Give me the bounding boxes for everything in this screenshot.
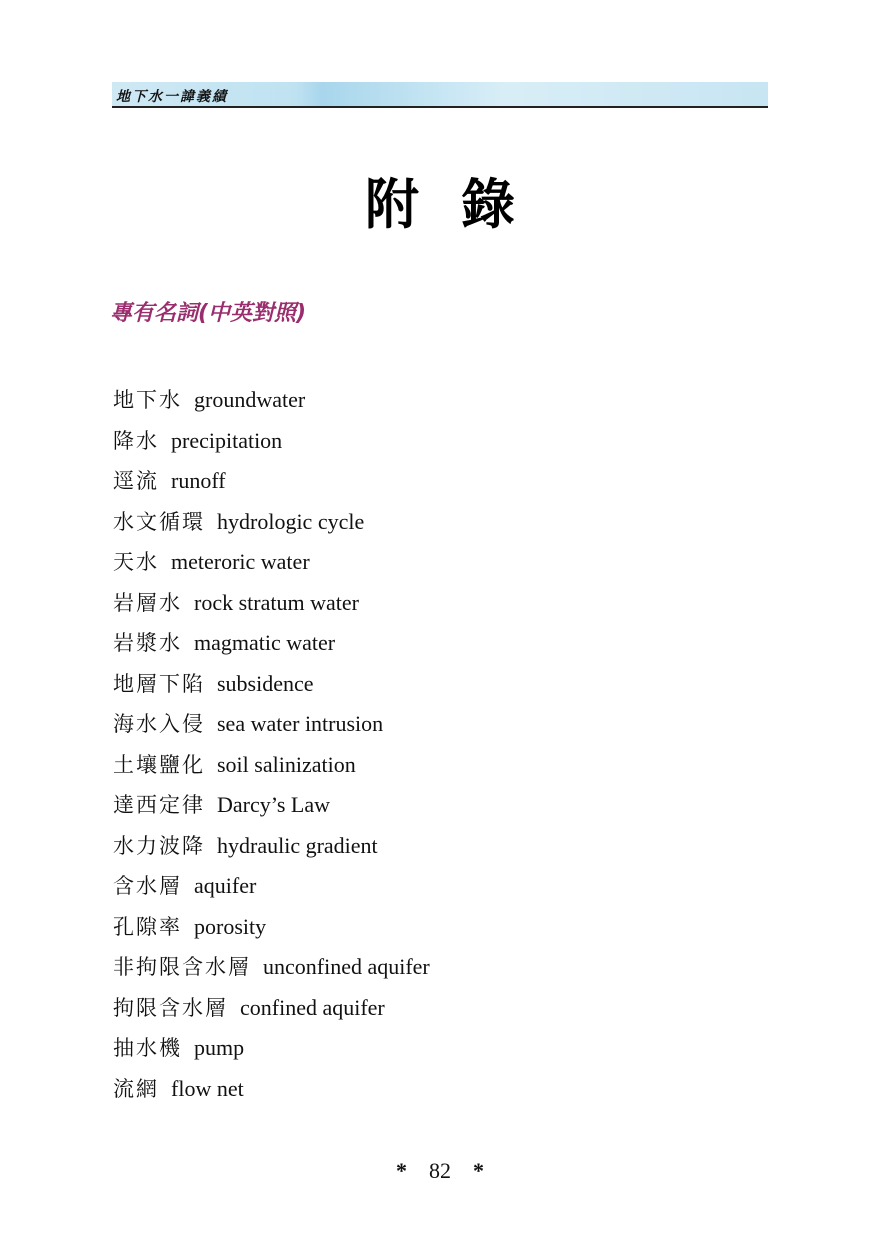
glossary-row <box>113 383 430 424</box>
term-chinese: 流網 <box>113 1076 159 1101</box>
term-chinese: 抽水機 <box>113 1036 182 1060</box>
term-english: aquifer <box>194 873 257 898</box>
footer-star-right: * <box>473 1158 484 1183</box>
term-english: unconfined aquifer <box>263 954 430 979</box>
glossary-row <box>113 424 430 465</box>
term-english: porosity <box>194 913 267 939</box>
term-english: soil salinization <box>217 751 356 777</box>
running-header-title: 地下水一諱義績 <box>116 89 228 105</box>
glossary-row <box>113 505 430 546</box>
term-english: subsidence <box>217 670 314 696</box>
glossary-row <box>113 748 430 789</box>
term-english: groundwater <box>194 387 306 412</box>
term-english: precipitation <box>171 427 283 453</box>
term-chinese: 岩層水 <box>113 590 182 615</box>
glossary-row <box>113 869 430 910</box>
glossary-row <box>113 667 430 708</box>
glossary-list <box>113 383 430 1112</box>
term-chinese: 地下水 <box>113 388 182 412</box>
running-header-band <box>112 82 768 108</box>
term-english: sea water intrusion <box>217 711 384 736</box>
section-heading: 專有名詞(中英對照) <box>110 301 307 326</box>
term-english: runoff <box>171 468 226 493</box>
glossary-row <box>113 626 430 667</box>
term-english: magmatic water <box>194 630 336 655</box>
footer-star-left: * <box>396 1158 407 1183</box>
term-english: flow net <box>171 1075 244 1101</box>
page-title: 附錄 <box>365 173 557 236</box>
term-english: confined aquifer <box>240 994 385 1020</box>
term-chinese: 土壤鹽化 <box>113 752 205 777</box>
term-english: hydrologic cycle <box>217 508 365 534</box>
term-chinese: 天水 <box>113 550 159 574</box>
term-chinese: 海水入侵 <box>113 712 205 736</box>
term-chinese: 逕流 <box>113 469 159 493</box>
term-chinese: 岩漿水 <box>113 631 182 655</box>
term-chinese: 非拘限含水層 <box>113 955 251 979</box>
glossary-row <box>113 1072 430 1113</box>
term-chinese: 孔隙率 <box>113 914 182 939</box>
glossary-row <box>113 545 430 586</box>
glossary-row <box>113 464 430 505</box>
term-english: meteroric water <box>171 549 310 574</box>
term-english: pump <box>194 1035 245 1060</box>
term-chinese: 降水 <box>113 428 159 453</box>
glossary-row <box>113 707 430 748</box>
term-chinese: 地層下陷 <box>113 671 205 696</box>
term-chinese: 含水層 <box>113 874 182 898</box>
page-footer <box>0 1158 880 1184</box>
glossary-row <box>113 910 430 951</box>
term-chinese: 水文循環 <box>113 509 205 534</box>
term-chinese: 拘限含水層 <box>113 995 228 1020</box>
glossary-row <box>113 829 430 870</box>
glossary-row <box>113 991 430 1032</box>
glossary-row <box>113 950 430 991</box>
glossary-row <box>113 1031 430 1072</box>
glossary-row <box>113 788 430 829</box>
page-number: 82 <box>429 1158 451 1183</box>
term-english: Darcy’s Law <box>217 792 331 817</box>
term-chinese: 水力波降 <box>113 833 205 858</box>
term-english: hydraulic gradient <box>217 832 378 858</box>
glossary-row <box>113 586 430 627</box>
term-chinese: 達西定律 <box>113 793 205 817</box>
term-english: rock stratum water <box>194 589 359 615</box>
